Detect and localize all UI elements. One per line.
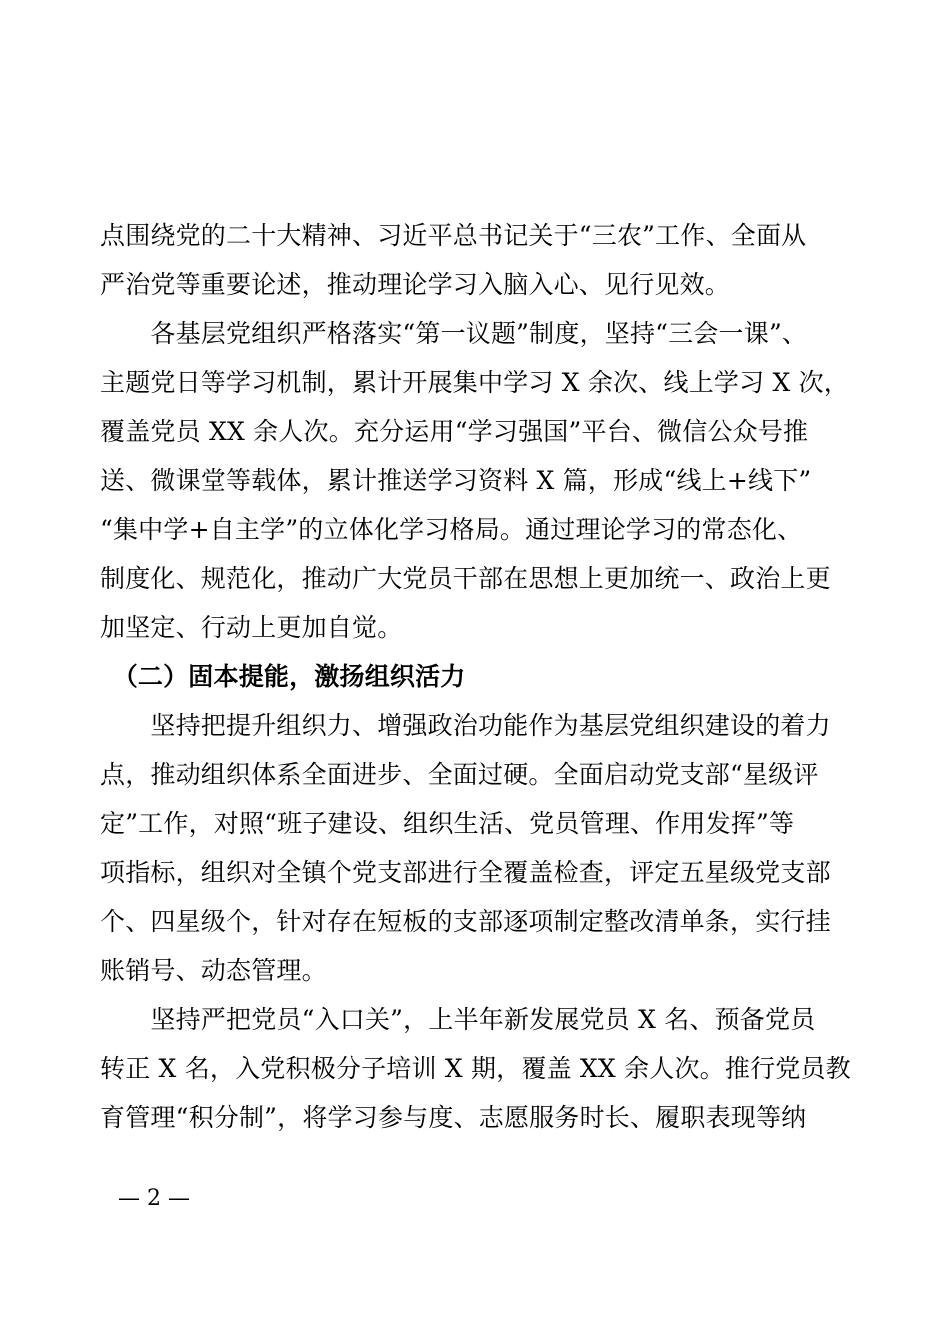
body-line: 项指标，组织对全镇个党支部进行全覆盖检查，评定五星级党支部 [100,858,831,887]
section-heading: （二）固本提能，激扬组织活力 [100,662,466,691]
body-line: 覆盖党员 XX 余人次。充分运用“学习强国”平台、微信公众号推 [100,417,809,446]
body-line: 主题党日等学习机制，累计开展集中学习 X 余次、线上学习 X 次， [100,368,849,397]
body-line: 转正 X 名，入党积极分子培训 X 期，覆盖 XX 余人次。推行党员教 [100,1054,851,1083]
body-line: 各基层党组织严格落实“第一议题”制度，坚持“三会一课”、 [100,319,808,348]
body-line: 严治党等重要论述，推动理论学习入脑入心、见行见效。 [100,270,731,299]
body-line: 加坚定、行动上更加自觉。 [100,613,403,642]
body-line: “集中学+自主学”的立体化学习格局。通过理论学习的常态化、 [100,515,803,544]
body-line: 点，推动组织体系全面进步、全面过硬。全面启动党支部“星级评 [100,760,819,789]
body-line: 点围绕党的二十大精神、习近平总书记关于“三农”工作、全面从 [100,221,807,250]
body-line: 坚持严把党员“入口关”，上半年新发展党员 X 名、预备党员 [100,1005,816,1034]
body-line: 坚持把提升组织力、增强政治功能作为基层党组织建设的着力 [100,711,831,740]
body-line: 账销号、动态管理。 [100,956,327,985]
body-line: 育管理“积分制”，将学习参与度、志愿服务时长、履职表现等纳 [100,1103,807,1132]
body-line: 定”工作，对照“班子建设、组织生活、党员管理、作用发挥”等 [100,809,795,838]
body-line: 个、四星级个，针对存在短板的支部逐项制定整改清单条，实行挂 [100,907,831,936]
page-number: — 2 — [118,1186,190,1211]
body-line: 制度化、规范化，推动广大党员干部在思想上更加统一、政治上更 [100,564,831,593]
body-line: 送、微课堂等载体，累计推送学习资料 X 篇，形成“线上+线下” [100,466,812,495]
